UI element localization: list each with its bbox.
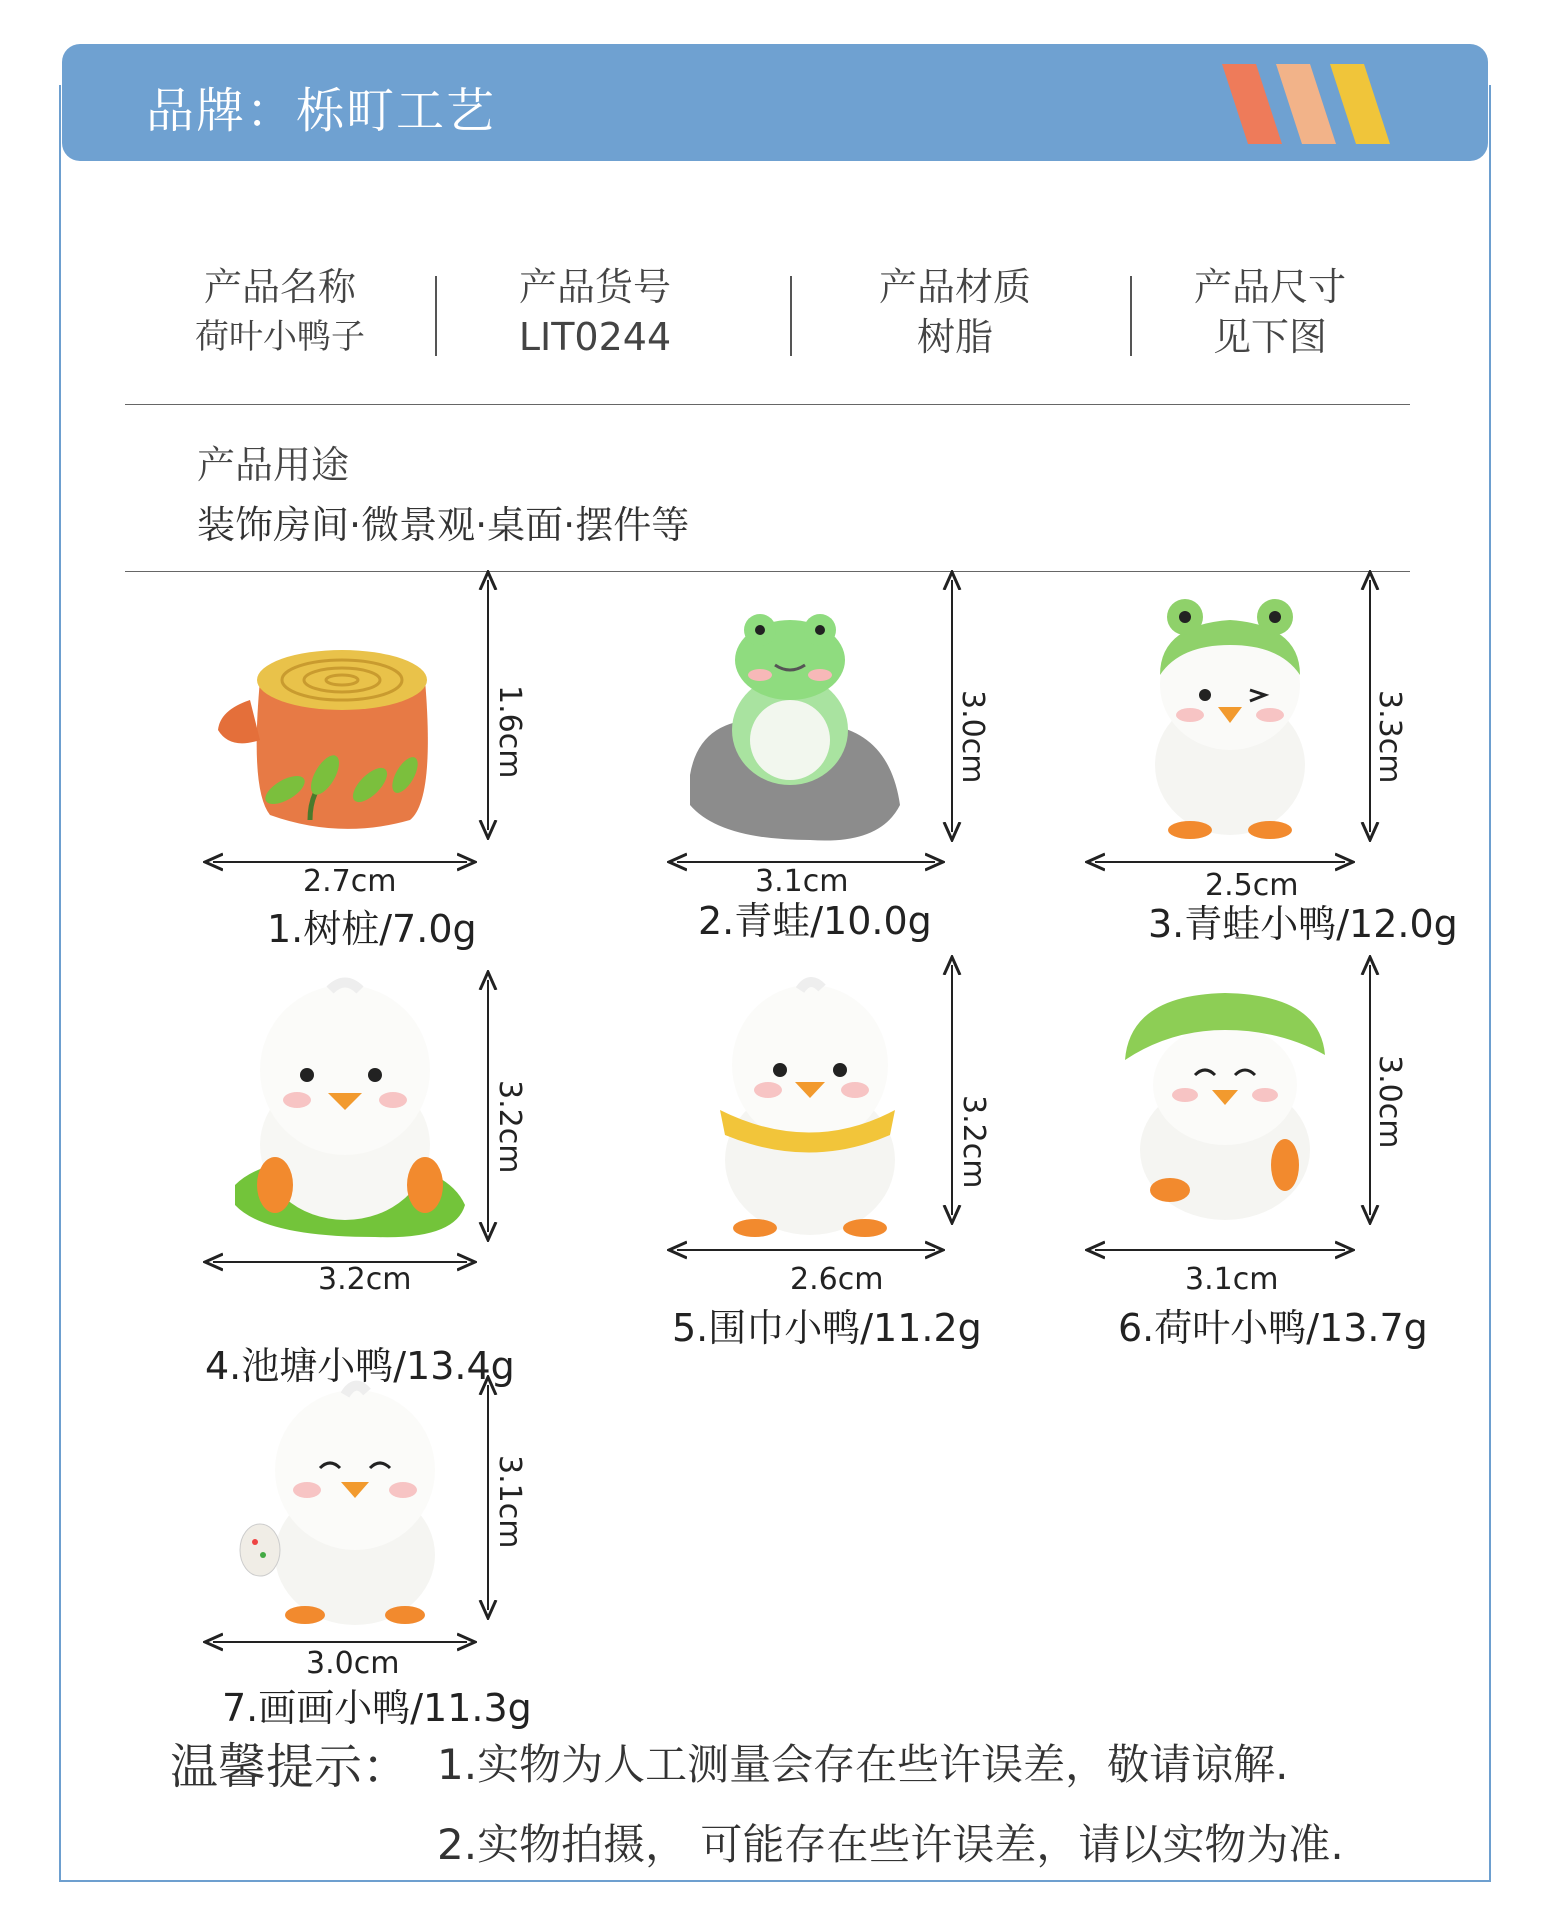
spec-name: [180, 262, 380, 362]
product-height-label: 3.0cm: [1372, 1055, 1407, 1149]
brand-header: [62, 44, 1488, 161]
product-caption: 5.围巾小鸭/11.2g: [672, 1306, 982, 1350]
product-caption: 7.画画小鸭/11.3g: [222, 1686, 532, 1730]
spec-divider: [790, 276, 792, 356]
spec-code: [490, 262, 700, 362]
spec-name-label: 产品名称: [203, 265, 356, 309]
product-height-label: 3.0cm: [955, 690, 990, 784]
spec-code-label: 产品货号: [518, 265, 671, 309]
spec-material: [850, 262, 1060, 362]
product-height-label: 3.2cm: [492, 1080, 527, 1174]
product-width-label: 2.7cm: [303, 864, 397, 899]
product-caption: 4.池塘小鸭/13.4g: [205, 1344, 515, 1388]
spec-material-value: 树脂: [916, 315, 993, 359]
spec-size-value: 见下图: [1212, 315, 1327, 359]
divider-line: [125, 404, 1410, 405]
spec-divider: [1130, 276, 1132, 356]
spec-size-label: 产品尺寸: [1193, 265, 1346, 309]
product-width-label: 2.5cm: [1205, 868, 1299, 903]
product-height-label: 3.2cm: [956, 1095, 991, 1189]
decorative-stripes: [1222, 64, 1402, 144]
frog-image: [680, 605, 920, 845]
spec-name-value: 荷叶小鸭子: [195, 317, 365, 357]
product-caption: 2.青蛙/10.0g: [698, 899, 932, 943]
frog-hat-duck-image: [1130, 595, 1330, 845]
divider-line: [125, 571, 1410, 572]
product-caption: 1.树桩/7.0g: [267, 907, 477, 951]
painting-duck-image: [235, 1370, 475, 1630]
pond-duck-image: [225, 975, 475, 1245]
lotus-leaf-duck-image: [1110, 985, 1340, 1225]
usage-value: 装饰房间·微景观·桌面·摆件等: [197, 503, 690, 547]
spec-code-value: LIT0244: [518, 315, 672, 359]
spec-divider: [435, 276, 437, 356]
product-height-label: 1.6cm: [492, 685, 527, 779]
product-width-label: 3.1cm: [1185, 1262, 1279, 1297]
notes-title: 温馨提示：: [170, 1739, 411, 1795]
product-width-label: 2.6cm: [790, 1262, 884, 1297]
product-height-label: 3.1cm: [492, 1455, 527, 1549]
spec-size: [1170, 262, 1370, 362]
product-caption: 6.荷叶小鸭/13.7g: [1118, 1306, 1428, 1350]
product-width-label: 3.2cm: [318, 1262, 412, 1297]
notes-line-1: 1.实物为人工测量会存在些许误差，敬请谅解.: [437, 1740, 1289, 1789]
spec-material-label: 产品材质: [878, 265, 1031, 309]
product-width-label: 3.1cm: [755, 864, 849, 899]
notes-line-2: 2.实物拍摄， 可能存在些许误差，请以实物为准.: [437, 1820, 1344, 1869]
tree-stump-image: [210, 640, 460, 840]
product-height-label: 3.3cm: [1372, 690, 1407, 784]
usage-label: 产品用途: [197, 443, 350, 487]
product-caption: 3.青蛙小鸭/12.0g: [1148, 902, 1458, 946]
product-width-label: 3.0cm: [306, 1646, 400, 1681]
brand-title: 品牌：栎町工艺: [146, 83, 497, 139]
scarf-duck-image: [690, 970, 930, 1240]
